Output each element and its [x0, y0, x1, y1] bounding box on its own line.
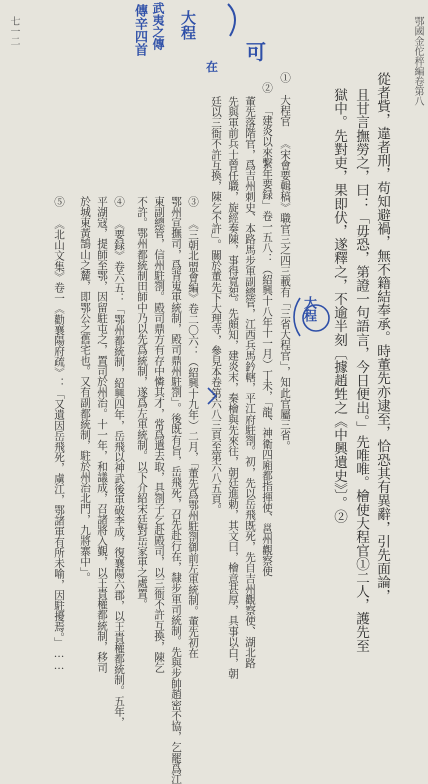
main-text-column: 從者貲，違者刑，苟知避禍，無不籍結奉承。時董先亦逮至，恰恐其有異辭，引先面論， [374, 72, 390, 603]
footnote-column: ④ 《要録》卷六五：「鄂州都統制，紹興四年，岳飛以神武後軍破李成，復襄陽六郡，以王貴權都統制。五年， [113, 196, 125, 728]
ink-circle [303, 305, 329, 331]
handwritten-note-lower: 大程 [301, 296, 316, 322]
footnote-column: 鄂州宣撫司，爲背嵬軍統制，殿司鼎州駐劄」。後既有旨，岳飛死，召先赴行在，隸步軍司統制。先與步帥趙密不協，乞罷爲江 [170, 196, 182, 784]
running-title: 鄂國金佗稡編卷第八 [412, 16, 423, 106]
handwritten-note-left-2: 武夷之傳 [151, 2, 165, 50]
footnote-column: ② 「建炎以來繫年要録」卷一五八：（紹興十八年十一月）丁未，「龍、神衛四廂都指揮使、邕州觀察使 [261, 82, 273, 577]
footnote-column: 先與軍前兵士曾任職，旋經奏陳，事得寬恕。先頗知，建炎末，秦檜與先來往，朝廷進勅，其文曰，檜意甚厚，具事以白，朝 [227, 96, 239, 679]
handwritten-note-left-3: 在 [206, 60, 219, 74]
ink-bracket [294, 298, 300, 336]
footnote-column: 於城東黃鵠山之麓，即鄂公之舊宅也。又有副都統制，駐於州治北門，九將寨中」。 [79, 196, 91, 583]
ink-stroke [228, 4, 235, 36]
ink-caret [208, 388, 216, 404]
footnote-column: ① 大程官 《宋會要輯稿》職官三之四三載有「三省大程官」，知此官屬三省。 [279, 72, 291, 452]
footnote-column: ③ 《三朝北盟會編》卷二〇六：（紹興十九年）二月，「董先爲鄂州駐劄御前左軍統制。董先初在 [187, 196, 199, 659]
handwritten-note-top-right: 可 [246, 40, 266, 64]
handwritten-note-top-middle: 大程 [179, 10, 197, 40]
footnote-column: 廷以三衙不許互換，陳乞不許」。關於董先下大理寺，參見本卷第六八三頁至第六八五頁。 [210, 96, 222, 515]
footnote-column: 東副總管，信州駐劄。殿司鼎方有存中憐其才，常爲遣去取，具劄子乞赴殿司，以三衙不許互換，陳乞 [153, 196, 165, 673]
footnote-column: 不許。鄂州都統制田師中乃以先爲統制，遂爲左軍統制。以下介紹宋廷對岳家軍之處置。 [136, 196, 148, 610]
main-text-column: 獄中。先對吏，果即伏，遂釋之，不逾半刻〔據趙甡之《中興遺史》〕。② [331, 88, 347, 524]
footnote-column: 平湖寇，提師至鄂，因留駐屯之，置司於州治。十一年，和議成，召諸將入覲，以王貴權都統制，移司 [96, 196, 108, 673]
footnote-column: ⑤ 《北山文集》卷一《勸襄陽府疏》：「又遺因岳飛死，虜江，鄂諸軍有所未喻，因駐擾焉。」…… [53, 196, 65, 672]
handwritten-note-left-1: 傳辛四首 [132, 4, 147, 56]
footnote-column: 董先落階官，爲吉州刺史、本路馬步軍副總管，江西兵馬鈐轄，平江府駐劄。初，先以岳飛既死，先自吉州觀察使、湖北路 [244, 96, 256, 669]
page-number: 七一二 [8, 16, 19, 46]
main-text-column: 且甘言撫勞之，曰：「毋恐，第證一句語言，今日便出。」先唯唯。檜使大程官①二人，護先至 [353, 88, 369, 653]
